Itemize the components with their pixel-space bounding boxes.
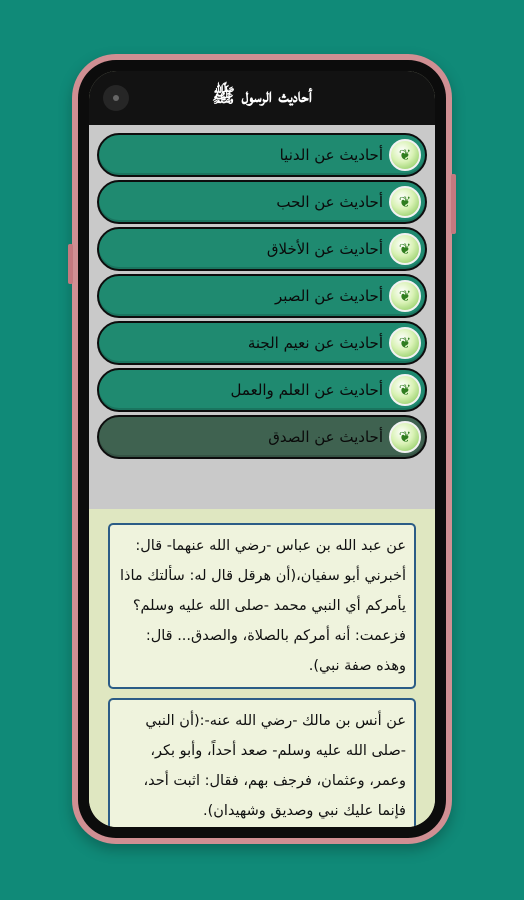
camera-icon xyxy=(103,85,129,111)
hadith-card: عن عبد الله بن عباس -رضي الله عنهما- قال: أخبرني أبو سفيان،(أن هرقل قال له: سألتك ماذا يأمركم أي النبي محمد -صلى الله عليه وسلم؟ فزعمت: أنه أمركم بالصلاة، والصدق... قال: وهذه صفة نبي). xyxy=(108,523,416,689)
phone-frame xyxy=(72,54,452,844)
hadith-category-list xyxy=(89,125,435,514)
menu-item-dunya[interactable] xyxy=(97,133,427,177)
leaf-icon: ❦ xyxy=(389,139,421,171)
menu-item-morals[interactable] xyxy=(97,227,427,271)
app-bar xyxy=(89,71,435,125)
leaf-icon: ❦ xyxy=(389,374,421,406)
menu-item-label: أحاديث عن الأخلاق xyxy=(266,240,383,258)
leaf-icon: ❦ xyxy=(389,280,421,312)
leaf-icon: ❦ xyxy=(389,233,421,265)
menu-item-love[interactable] xyxy=(97,180,427,224)
volume-button xyxy=(451,174,456,234)
menu-item-patience[interactable] xyxy=(97,274,427,318)
menu-item-honesty[interactable] xyxy=(97,415,427,459)
menu-item-label: أحاديث عن الدنيا xyxy=(279,146,383,164)
menu-item-label: أحاديث عن العلم والعمل xyxy=(230,381,383,399)
menu-item-label: أحاديث عن الصدق xyxy=(268,428,383,446)
leaf-icon: ❦ xyxy=(389,186,421,218)
leaf-icon: ❦ xyxy=(389,421,421,453)
power-button xyxy=(68,244,73,284)
menu-item-label: أحاديث عن الحب xyxy=(276,193,383,211)
hadith-content[interactable] xyxy=(89,509,435,827)
app-title: أحاديث الرسول ﷺ xyxy=(212,85,312,107)
leaf-icon: ❦ xyxy=(389,327,421,359)
hadith-card: عن أنس بن مالك -رضي الله عنه-:(أن النبي -صلى الله عليه وسلم- صعد أحداً، وأبو بكر، وعمر، وعثمان، فرجف بهم، فقال: اثبت أحد، فإنما عليك نبي وصديق وشهيدان). xyxy=(108,698,416,827)
menu-item-paradise[interactable] xyxy=(97,321,427,365)
menu-item-label: أحاديث عن نعيم الجنة xyxy=(247,334,383,352)
menu-item-label: أحاديث عن الصبر xyxy=(274,287,383,305)
menu-item-knowledge[interactable] xyxy=(97,368,427,412)
app-screen xyxy=(89,71,435,827)
